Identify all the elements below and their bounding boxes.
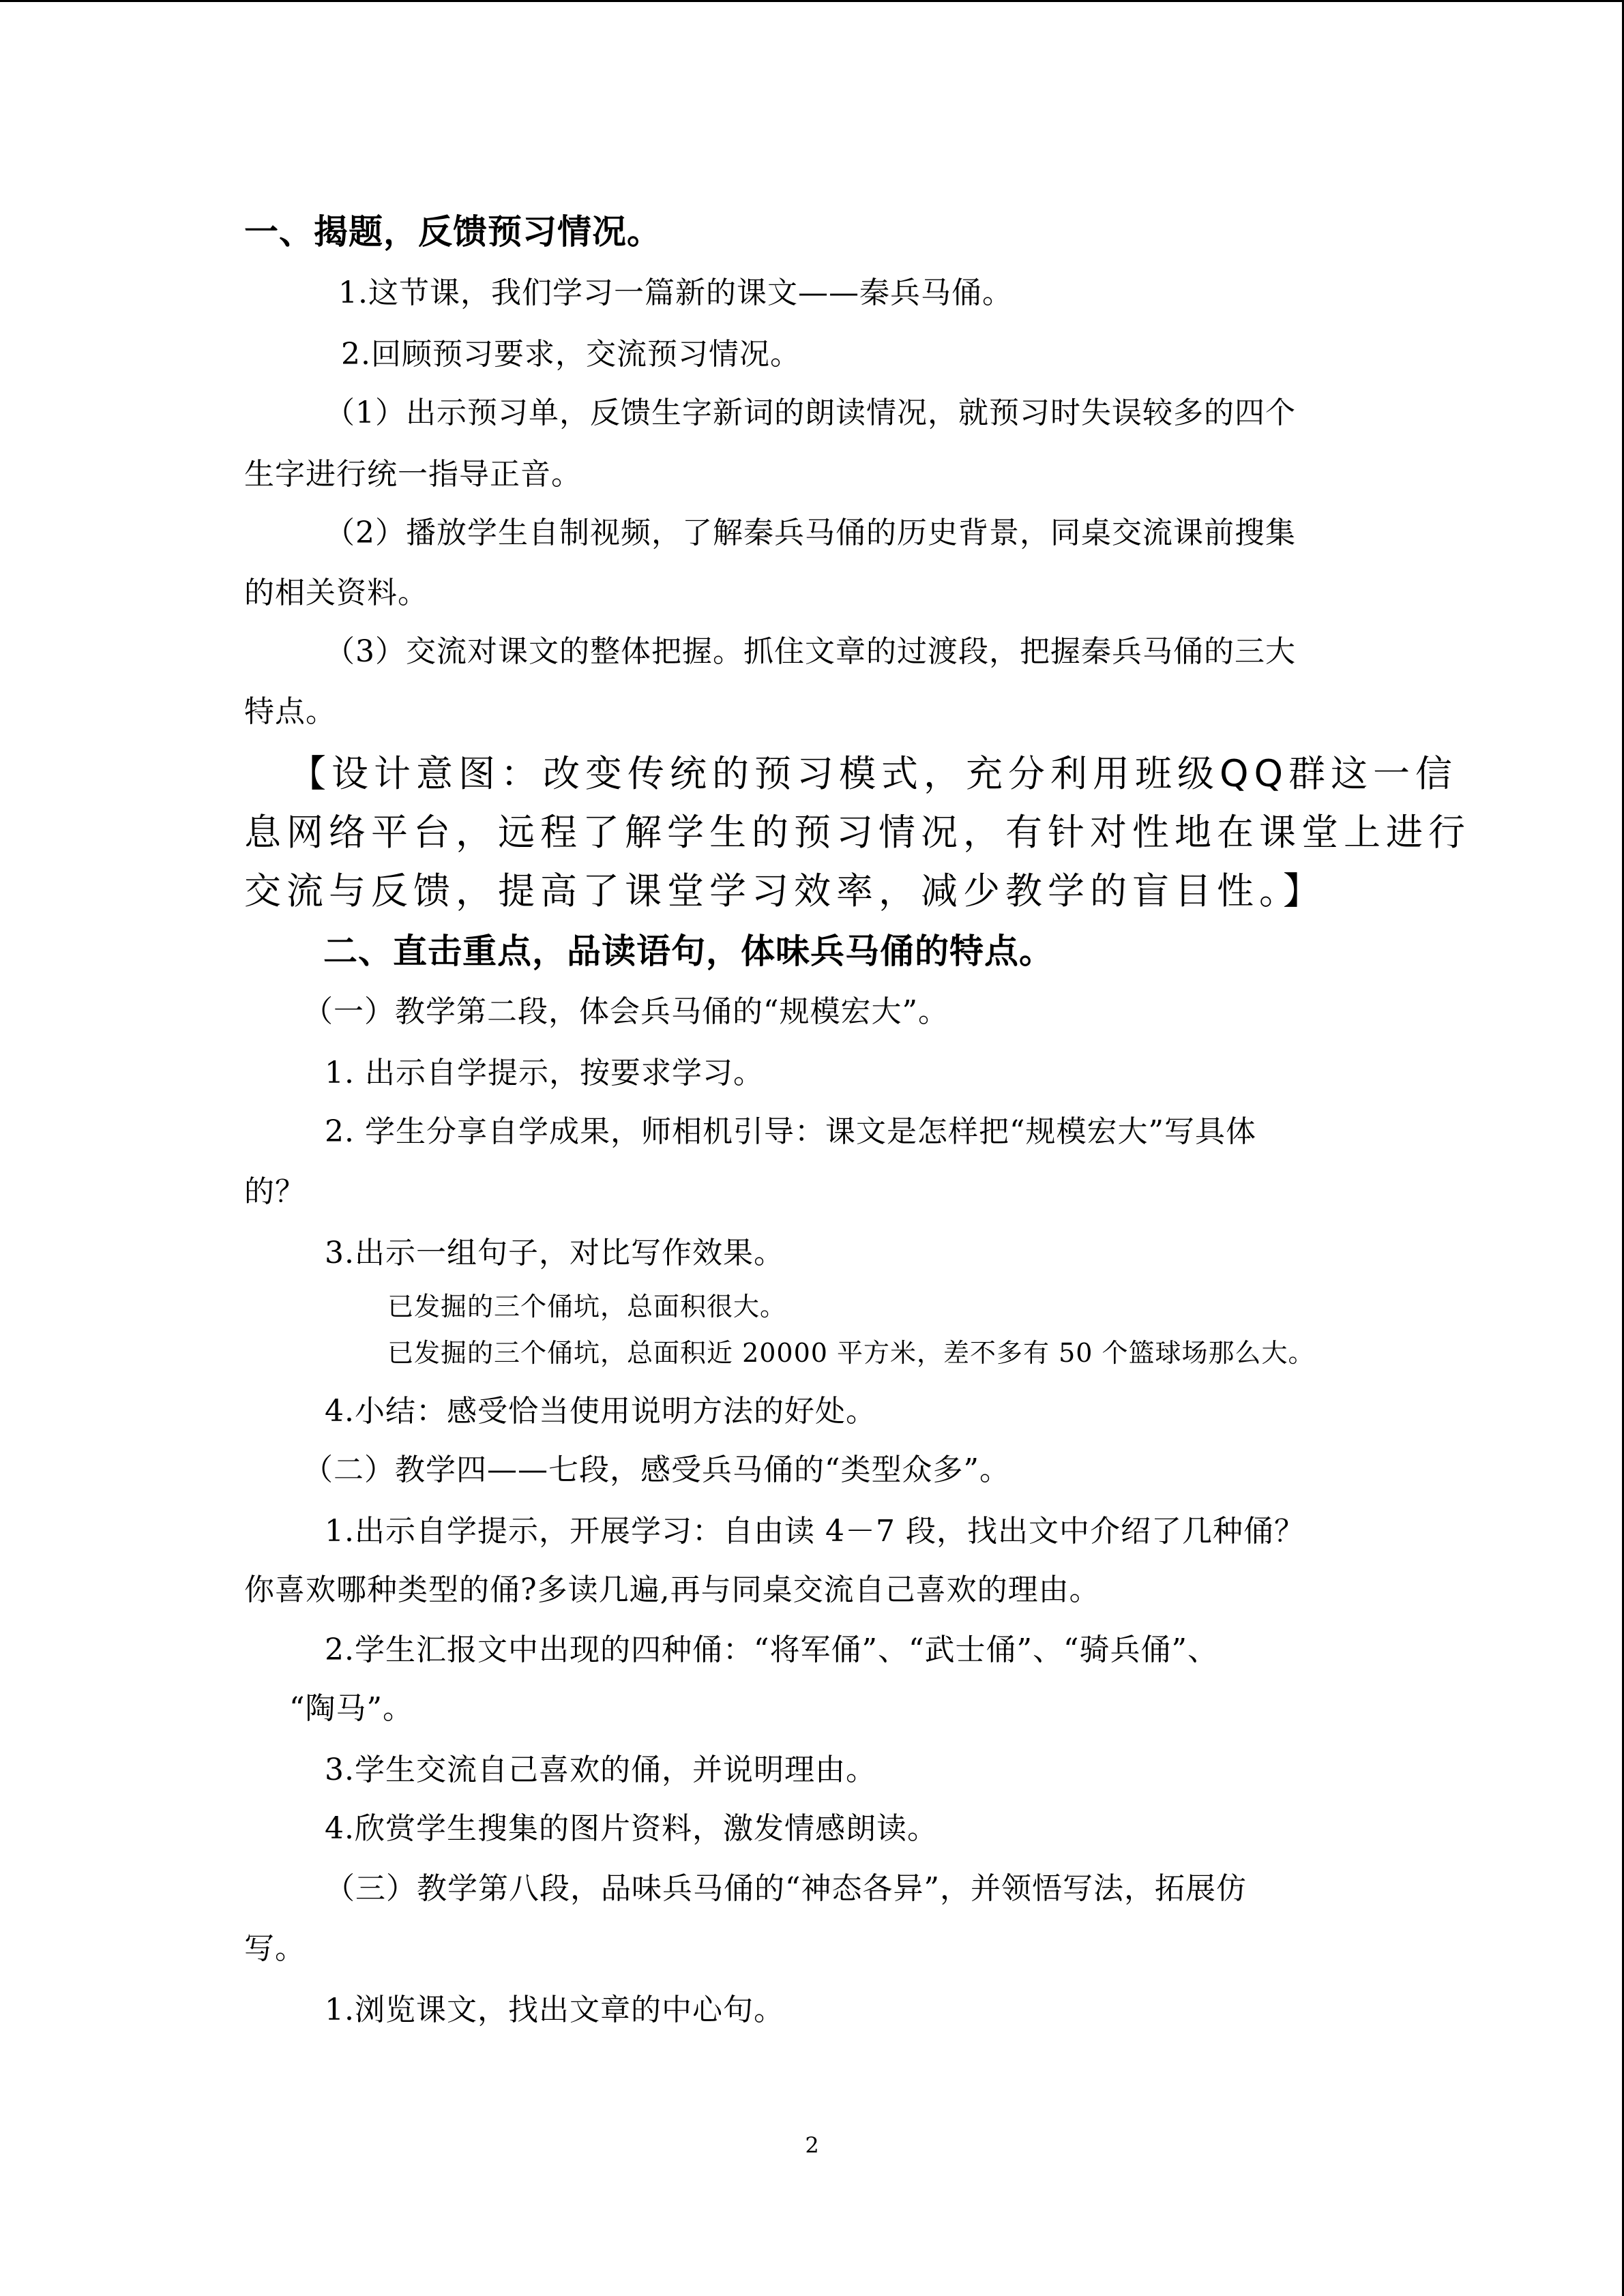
paragraph-line: （2）播放学生自制视频，了解秦兵马俑的历史背景，同桌交流课前搜集 — [325, 516, 1296, 550]
example-sentence: 已发掘的三个俑坑，总面积近 20000 平方米，差不多有 50 个篮球场那么大。 — [387, 1338, 1315, 1368]
example-sentence: 已发掘的三个俑坑，总面积很大。 — [387, 1292, 787, 1322]
paragraph-line: （一）教学第二段，体会兵马俑的“规模宏大”。 — [303, 994, 949, 1029]
paragraph-line: 生字进行统一指导正音。 — [244, 457, 582, 492]
paragraph-line: 的？ — [244, 1174, 306, 1209]
paragraph-line: 2.回顾预习要求，交流预习情况。 — [341, 337, 801, 372]
design-intent-line: 交流与反馈，提高了课堂学习效率，减少教学的盲目性。】 — [244, 869, 1325, 912]
heading-section-2: 二、直击重点，品读语句，体味兵马俑的特点。 — [323, 931, 1054, 971]
paragraph-line: 1.这节课，我们学习一篇新的课文——秦兵马俑。 — [338, 275, 1013, 310]
paragraph-line: 你喜欢哪种类型的俑?多读几遍,再与同桌交流自己喜欢的理由。 — [244, 1572, 1100, 1607]
page-border-top — [0, 0, 1624, 2]
paragraph-line: （二）教学四——七段，感受兵马俑的“类型众多”。 — [303, 1452, 1010, 1487]
paragraph-line: 特点。 — [244, 694, 336, 729]
paragraph-line: “陶马”。 — [289, 1691, 413, 1726]
heading-section-1: 一、揭题，反馈预习情况。 — [244, 211, 662, 252]
design-intent-line: 【设计意图：改变传统的预习模式，充分利用班级QQ群这一信 — [289, 752, 1458, 795]
paragraph-line: 3.学生交流自己喜欢的俑，并说明理由。 — [325, 1753, 876, 1787]
page-number: 2 — [805, 2132, 819, 2158]
paragraph-line: 写。 — [244, 1931, 306, 1966]
paragraph-line: 2.学生汇报文中出现的四种俑：“将军俑”、“武士俑”、“骑兵俑”、 — [325, 1632, 1218, 1667]
paragraph-line: 4.欣赏学生搜集的图片资料，激发情感朗读。 — [325, 1811, 938, 1846]
paragraph-line: 4.小结：感受恰当使用说明方法的好处。 — [325, 1394, 876, 1429]
paragraph-line: 1.浏览课文，找出文章的中心句。 — [325, 1993, 784, 2027]
paragraph-line: 1. 出示自学提示，按要求学习。 — [325, 1056, 764, 1090]
paragraph-line: 3.出示一组句子，对比写作效果。 — [325, 1236, 784, 1270]
paragraph-line: 1.出示自学提示，开展学习：自由读 4－7 段，找出文中介绍了几种俑？ — [325, 1514, 1305, 1549]
paragraph-line: （三）教学第八段，品味兵马俑的“神态各异”，并领悟写法，拓展仿 — [325, 1871, 1247, 1906]
design-intent-line: 息网络平台，远程了解学生的预习情况，有针对性地在课堂上进行 — [244, 811, 1471, 854]
paragraph-line: 的相关资料。 — [244, 576, 428, 610]
paragraph-line: （3）交流对课文的整体把握。抓住文章的过渡段，把握秦兵马俑的三大 — [325, 634, 1296, 669]
paragraph-line: 2. 学生分享自学成果，师相机引导：课文是怎样把“规模宏大”写具体 — [325, 1114, 1256, 1149]
paragraph-line: （1）出示预习单，反馈生字新词的朗读情况，就预习时失误较多的四个 — [325, 396, 1296, 430]
